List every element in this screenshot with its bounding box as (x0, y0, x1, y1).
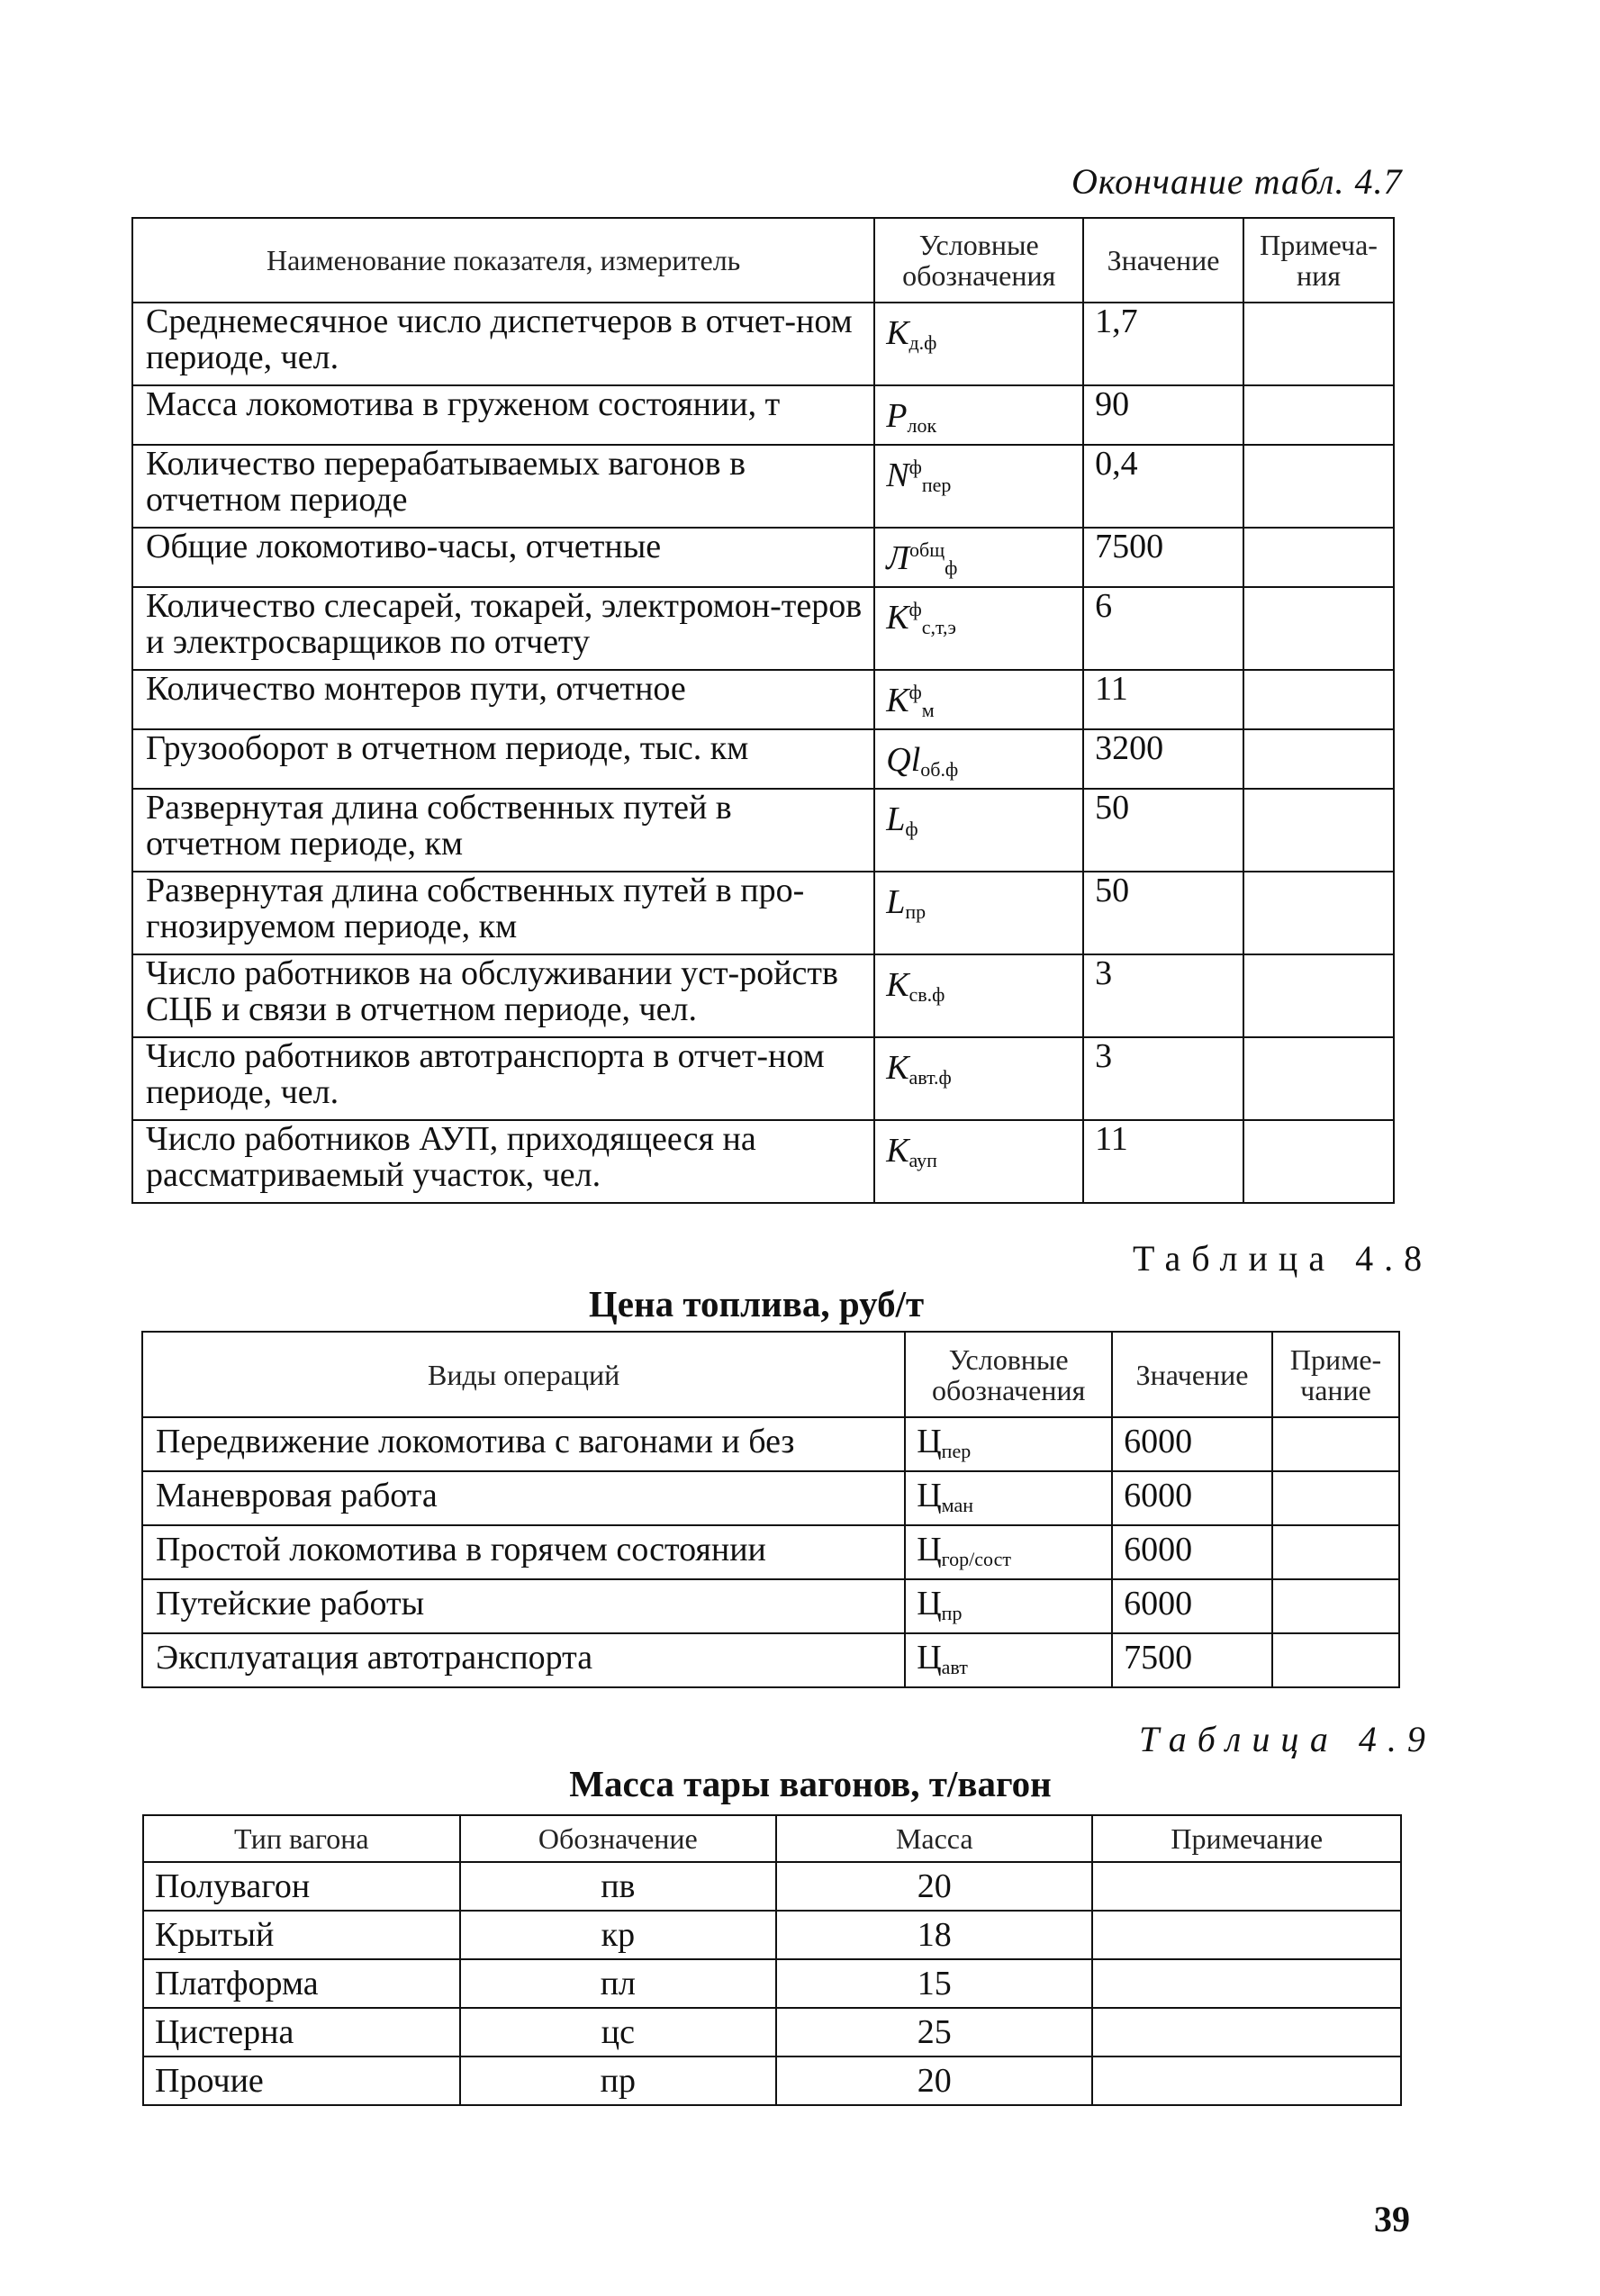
symbol-cell (874, 729, 1083, 789)
symbol-subscript: об.ф (920, 758, 959, 781)
note-cell (1272, 1579, 1399, 1633)
indicator-name: Число работников на обслуживании уст-ройств СЦБ и связи в отчетном периоде, чел. (132, 954, 874, 1037)
indicator-name: Число работников АУП, приходящееся на рассматриваемый участок, чел. (132, 1120, 874, 1203)
operation-name: Простой локомотива в горячем состоянии (142, 1525, 905, 1579)
wagon-type: Платформа (143, 1959, 460, 2008)
note-cell (1243, 954, 1394, 1037)
wagon-mass: 20 (776, 1862, 1092, 1911)
table-row (142, 1525, 1399, 1579)
wagon-code: пв (460, 1862, 777, 1911)
symbol-subscript: ман (941, 1494, 973, 1516)
symbol-subscript: авт (941, 1656, 968, 1678)
table-row (143, 2008, 1401, 2056)
symbol-subscript: с,т,э (921, 616, 956, 638)
note-cell (1092, 2056, 1401, 2105)
symbol-letter: К (886, 1132, 909, 1170)
note-cell (1243, 729, 1394, 789)
table-row (143, 1862, 1401, 1911)
table-row (132, 872, 1394, 954)
value-cell: 50 (1083, 872, 1243, 954)
indicator-name: Общие локомотиво-часы, отчетные (132, 528, 874, 587)
value-cell: 3 (1083, 1037, 1243, 1120)
symbol-cell (874, 789, 1083, 872)
indicator-name: Количество перерабатываемых вагонов в отчетном периоде (132, 445, 874, 528)
page-number: 39 (1374, 2199, 1410, 2239)
symbol-cell (905, 1417, 1112, 1471)
note-cell (1092, 2008, 1401, 2056)
note-cell (1272, 1525, 1399, 1579)
value-cell: 7500 (1112, 1633, 1272, 1687)
wagon-type: Крытый (143, 1911, 460, 1959)
value-cell: 6000 (1112, 1525, 1272, 1579)
indicator-name: Количество слесарей, токарей, электромон-теров и электросварщиков по отчету (132, 587, 874, 670)
symbol-cell (874, 954, 1083, 1037)
symbol-letter: К (886, 599, 909, 637)
operation-name: Передвижение локомотива с вагонами и без (142, 1417, 905, 1471)
symbol-letter: L (886, 883, 906, 921)
table-row (142, 1633, 1399, 1687)
table-row (132, 528, 1394, 587)
table-row (132, 1120, 1394, 1203)
symbol-letter: Ц (917, 1531, 942, 1568)
header-mass: Масса (776, 1815, 1092, 1862)
value-cell: 7500 (1083, 528, 1243, 587)
header-value: Значение (1083, 218, 1243, 303)
note-cell (1092, 1862, 1401, 1911)
table-4-9 (142, 1814, 1402, 2106)
wagon-type: Цистерна (143, 2008, 460, 2056)
symbol-subscript: ауп (908, 1149, 937, 1171)
table-4-8 (141, 1331, 1400, 1688)
indicator-name: Количество монтеров пути, отчетное (132, 670, 874, 729)
symbol-cell (905, 1471, 1112, 1525)
indicator-name: Развернутая длина собственных путей в про-гнозируемом периоде, км (132, 872, 874, 954)
symbol-superscript: ф (908, 598, 922, 620)
symbol-cell (874, 1037, 1083, 1120)
value-cell: 3 (1083, 954, 1243, 1037)
wagon-mass: 18 (776, 1911, 1092, 1959)
symbol-cell (874, 528, 1083, 587)
table-row (132, 445, 1394, 528)
symbol-subscript: пр (941, 1602, 963, 1624)
symbol-cell (874, 587, 1083, 670)
value-cell: 90 (1083, 385, 1243, 445)
header-type: Тип вагона (143, 1815, 460, 1862)
symbol-superscript: ф (908, 681, 922, 703)
symbol-subscript: ф (905, 818, 918, 840)
value-cell: 11 (1083, 1120, 1243, 1203)
table-row (132, 954, 1394, 1037)
symbol-cell (905, 1633, 1112, 1687)
table-row (132, 303, 1394, 385)
wagon-code: цс (460, 2008, 777, 2056)
symbol-subscript: пер (941, 1440, 972, 1462)
note-cell (1243, 385, 1394, 445)
symbol-letter: Ц (917, 1477, 942, 1514)
symbol-letter: Ql (886, 741, 921, 779)
note-cell (1243, 587, 1394, 670)
symbol-letter: Р (886, 397, 908, 435)
operation-name: Эксплуатация автотранспорта (142, 1633, 905, 1687)
symbol-letter: Ц (917, 1639, 942, 1677)
symbol-letter: Л (886, 539, 909, 577)
wagon-code: пл (460, 1959, 777, 2008)
table-row (143, 1959, 1401, 2008)
note-cell (1243, 670, 1394, 729)
symbol-cell (874, 872, 1083, 954)
table-row (142, 1579, 1399, 1633)
wagon-type: Полувагон (143, 1862, 460, 1911)
table-row (132, 587, 1394, 670)
indicator-name: Развернутая длина собственных путей в отчетном периоде, км (132, 789, 874, 872)
note-cell (1272, 1471, 1399, 1525)
note-cell (1272, 1417, 1399, 1471)
table-4-8-title: Цена топлива, руб/т (588, 1283, 925, 1324)
wagon-type: Прочие (143, 2056, 460, 2105)
symbol-subscript: св.ф (908, 983, 945, 1006)
symbol-subscript: гор/сост (941, 1548, 1011, 1570)
table-row (132, 789, 1394, 872)
table-row (142, 1471, 1399, 1525)
indicator-name: Число работников автотранспорта в отчет-ном периоде, чел. (132, 1037, 874, 1120)
symbol-subscript: лок (907, 414, 937, 437)
symbol-cell (874, 445, 1083, 528)
header-operation: Виды операций (142, 1332, 905, 1417)
table-row (143, 2056, 1401, 2105)
header-code: Обозначение (460, 1815, 777, 1862)
symbol-letter: Ц (917, 1423, 942, 1460)
table-4-9-title: Масса тары вагонов, т/вагон (569, 1763, 1052, 1804)
note-cell (1243, 1120, 1394, 1203)
header-notes: Примеча-ния (1243, 218, 1394, 303)
symbol-cell (905, 1525, 1112, 1579)
operation-name: Маневровая работа (142, 1471, 905, 1525)
value-cell: 6000 (1112, 1471, 1272, 1525)
symbol-cell (905, 1579, 1112, 1633)
symbol-letter: К (886, 682, 909, 719)
indicator-name: Грузооборот в отчетном периоде, тыс. км (132, 729, 874, 789)
symbol-subscript: пер (921, 474, 952, 496)
value-cell: 6000 (1112, 1579, 1272, 1633)
note-cell (1243, 789, 1394, 872)
symbol-cell (874, 670, 1083, 729)
symbol-letter: К (886, 314, 909, 352)
indicator-name: Среднемесячное число диспетчеров в отчет-ном периоде, чел. (132, 303, 874, 385)
value-cell: 3200 (1083, 729, 1243, 789)
symbol-subscript: ф (945, 556, 958, 579)
header-notes: Приме-чание (1272, 1332, 1399, 1417)
header-value: Значение (1112, 1332, 1272, 1417)
table-4-7-caption: Окончание табл. 4.7 (1071, 161, 1403, 202)
value-cell: 11 (1083, 670, 1243, 729)
table-row (132, 1037, 1394, 1120)
value-cell: 6 (1083, 587, 1243, 670)
header-notes: Примечание (1092, 1815, 1401, 1862)
symbol-subscript: пр (905, 900, 927, 923)
header-name: Наименование показателя, измеритель (132, 218, 874, 303)
symbol-letter: L (886, 800, 906, 838)
table-4-7 (131, 217, 1395, 1204)
value-cell: 50 (1083, 789, 1243, 872)
note-cell (1243, 872, 1394, 954)
note-cell (1243, 445, 1394, 528)
table-row (132, 385, 1394, 445)
indicator-name: Масса локомотива в груженом состоянии, т (132, 385, 874, 445)
value-cell: 1,7 (1083, 303, 1243, 385)
symbol-letter: К (886, 1049, 909, 1087)
header-symbol: Условные обозначения (905, 1332, 1112, 1417)
note-cell (1092, 1911, 1401, 1959)
symbol-letter: К (886, 966, 909, 1004)
wagon-code: пр (460, 2056, 777, 2105)
value-cell: 0,4 (1083, 445, 1243, 528)
wagon-mass: 25 (776, 2008, 1092, 2056)
wagon-mass: 15 (776, 1959, 1092, 2008)
table-row (132, 670, 1394, 729)
header-symbol: Условные обозначения (874, 218, 1083, 303)
operation-name: Путейские работы (142, 1579, 905, 1633)
note-cell (1243, 1037, 1394, 1120)
symbol-cell (874, 385, 1083, 445)
note-cell (1243, 528, 1394, 587)
table-row (143, 1911, 1401, 1959)
symbol-subscript: м (921, 699, 935, 721)
table-row (132, 729, 1394, 789)
note-cell (1243, 303, 1394, 385)
symbol-letter: Ц (917, 1585, 942, 1623)
symbol-letter: N (886, 456, 909, 494)
symbol-cell (874, 303, 1083, 385)
symbol-superscript: общ (909, 538, 945, 561)
value-cell: 6000 (1112, 1417, 1272, 1471)
table-4-9-caption: Таблица 4.9 (1139, 1719, 1436, 1759)
symbol-superscript: ф (908, 456, 922, 478)
note-cell (1272, 1633, 1399, 1687)
table-row (142, 1417, 1399, 1471)
wagon-mass: 20 (776, 2056, 1092, 2105)
symbol-subscript: д.ф (908, 331, 937, 354)
note-cell (1092, 1959, 1401, 2008)
table-4-8-caption: Таблица 4.8 (1133, 1238, 1433, 1279)
symbol-cell (874, 1120, 1083, 1203)
wagon-code: кр (460, 1911, 777, 1959)
symbol-subscript: авт.ф (908, 1066, 952, 1089)
